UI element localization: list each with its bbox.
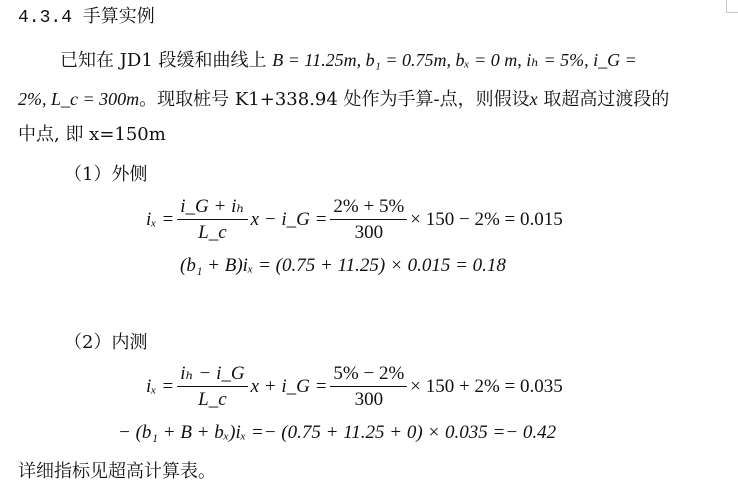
paragraph-line-1 [60,48,637,73]
section-heading: 4.3.4 手算实例 [18,8,155,28]
page-corner-mark [726,0,738,13]
inner-eq1-frac1-numerator: iₕ − i_G [177,363,247,387]
inner-eq1-lhs: iₓ = [146,376,175,397]
outer-eq1-fraction-2 [330,196,407,244]
inner-eq2-text: − (b₁ + B + bₓ)iₓ =− (0.75 + 11.25 + 0) × 0.035 =− 0.42 [118,422,557,443]
outer-heading: （1）外侧 [64,164,148,185]
outer-eq1-rest: × 150 − 2% = 0.015 [410,209,563,230]
outer-eq1-lhs: iₓ = [146,209,175,230]
inner-eq1-middle: x + i_G = [250,376,328,397]
inner-equation-1 [146,363,563,411]
outer-eq1-frac2-numerator: 2% + 5% [330,196,407,220]
paragraph-line-1-math: B = 11.25m, b₁ = 0.75m, bₓ = 0 m, iₕ = 5%, i_G = [272,50,637,70]
inner-equation-2 [118,422,556,444]
paragraph-line-2-math: 2%, L_c = 300m [18,89,140,109]
outer-eq1-frac1-denominator: L_c [198,222,227,243]
inner-eq1-frac2-numerator: 5% − 2% [330,363,407,387]
inner-eq1-frac2-denominator: 300 [354,389,384,410]
inner-heading: （2）内测 [64,332,148,353]
outer-eq1-fraction-1 [177,196,247,244]
outer-equation-1 [146,196,563,244]
inner-eq1-fraction-1 [177,363,247,411]
inner-eq1-frac1-denominator: L_c [198,389,227,410]
outer-eq1-frac2-denominator: 300 [354,222,384,243]
outer-eq2-text: (b₁ + B)iₓ = (0.75 + 11.25) × 0.015 = 0.18 [180,255,506,276]
footer-note: 详细指标见超高计算表。 [18,461,216,482]
paragraph-line-1-text: 已知在 JD1 段缓和曲线上 [60,50,267,71]
paragraph-line-2-var: x [529,89,538,109]
paragraph-line-3: 中点, 即 x=150m [18,124,166,145]
outer-equation-2 [180,255,506,277]
paragraph-line-2-text: 。现取桩号 K1+338.94 处作为手算-点，则假设 [139,89,530,110]
paragraph-line-2-tail: 取超高过渡段的 [537,89,670,110]
outer-eq1-frac1-numerator: i_G + iₕ [177,196,247,220]
inner-eq1-rest: × 150 + 2% = 0.035 [410,376,563,397]
inner-eq1-fraction-2 [330,363,407,411]
paragraph-line-2 [18,87,669,112]
outer-eq1-middle: x − i_G = [250,209,328,230]
